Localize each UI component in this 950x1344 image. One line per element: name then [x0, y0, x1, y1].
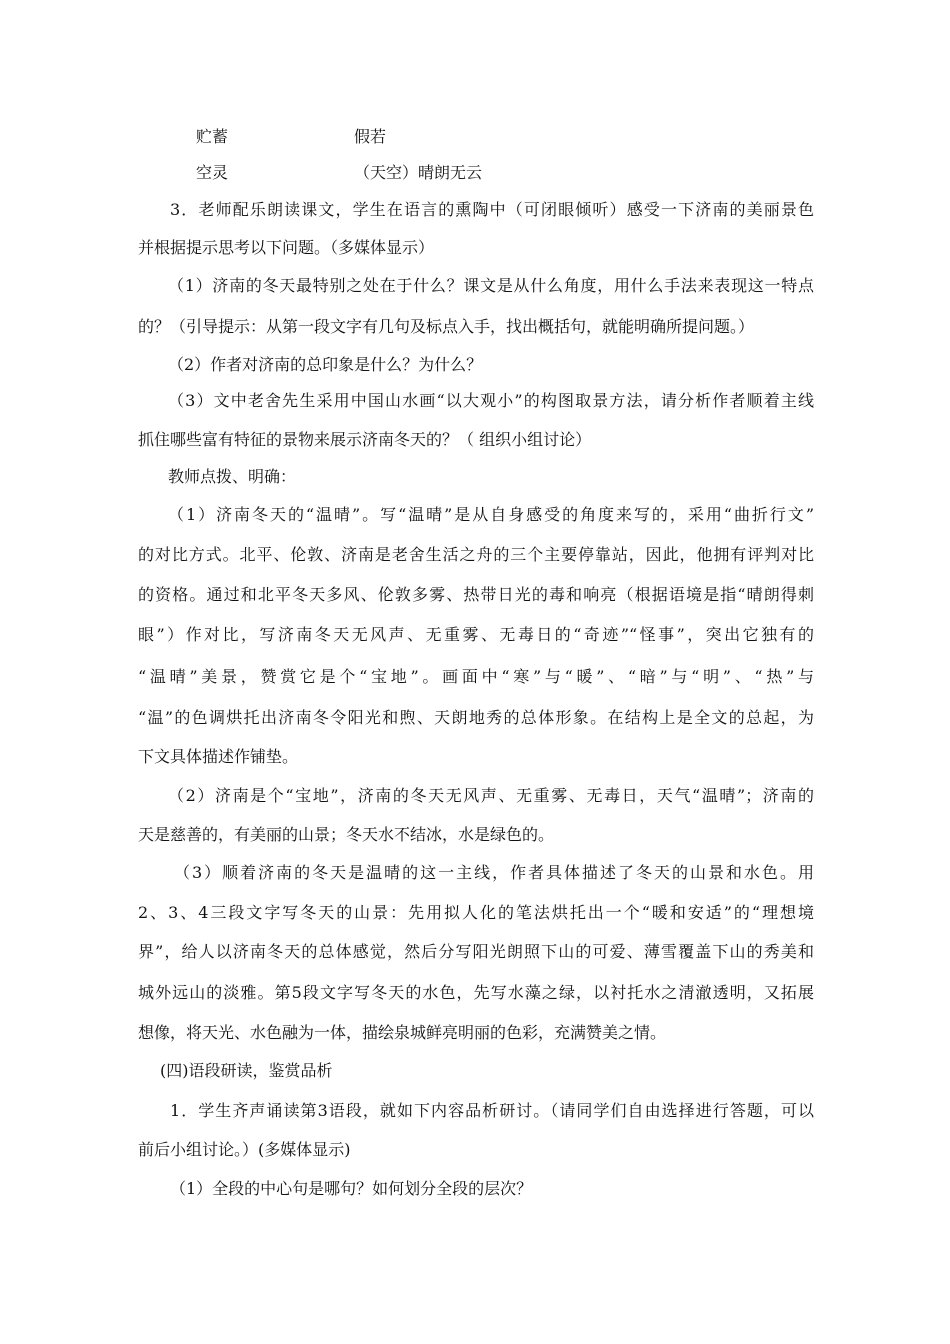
answer-line: “温”的色调烘托出济南冬令阳光和煦、天朗地秀的总体形象。在结构上是全文的总起，为 — [138, 708, 814, 727]
section-label: 教师点拨、明确： — [168, 467, 297, 486]
question-line: （1）济南的冬天最特别之处在于什么？课文是从什么角度，用什么手法来表现这一特点 — [168, 276, 814, 295]
question-line: 的？（引导提示：从第一段文字有几句及标点入手，找出概括句，就能明确所提问题。） — [138, 317, 755, 336]
question-line: （2）作者对济南的总印象是什么？为什么？ — [168, 355, 483, 374]
answer-line: （1）济南冬天的“温晴”。写“温晴”是从自身感受的角度来写的，采用“曲折行文” — [168, 505, 814, 524]
answer-line: （2）济南是个“宝地”，济南的冬天无风声、无重雾、无毒日，天气“温晴”；济南的 — [168, 786, 814, 805]
answer-line: 界”，给人以济南冬天的总体感觉，然后分写阳光朗照下山的可爱、薄雪覆盖下山的秀美和 — [138, 942, 814, 961]
answer-line: 城外远山的淡雅。第5段文字写冬天的水色，先写水藻之绿，以衬托水之清澈透明，又拓展 — [138, 983, 814, 1002]
paragraph-line: 3．老师配乐朗读课文，学生在语言的熏陶中（可闭眼倾听）感受一下济南的美丽景色 — [170, 200, 814, 219]
vocab-word: 空灵 — [196, 163, 229, 182]
vocab-row — [0, 158, 950, 188]
answer-line: 的资格。通过和北平冬天多风、伦敦多雾、热带日光的毒和响亮（根据语境是指“晴朗得刺 — [138, 585, 814, 604]
paragraph-line: 并根据提示思考以下问题。（多媒体显示） — [138, 238, 435, 257]
answer-line: 想像，将天光、水色融为一体，描绘泉城鲜亮明丽的色彩，充满赞美之情。 — [138, 1023, 667, 1042]
answer-line: 2、3、4三段文字写冬天的山景：先用拟人化的笔法烘托出一个“暖和安适”的“理想境 — [138, 903, 814, 922]
answer-line: 的对比方式。北平、伦敦、济南是老舍生活之舟的三个主要停靠站，因此，他拥有评判对比 — [138, 545, 814, 564]
question-line: 抓住哪些富有特征的景物来展示济南冬天的？（ 组织小组讨论） — [138, 430, 592, 449]
section-heading: (四)语段研读，鉴赏品析 — [160, 1061, 333, 1080]
vocab-row — [0, 122, 950, 152]
answer-line: “温晴”美景，赞赏它是个“宝地”。画面中“寒”与“暖”、“暗”与“明”、“热”与 — [138, 667, 814, 686]
answer-line: （3）顺着济南的冬天是温晴的这一主线，作者具体描述了冬天的山景和水色。用 — [174, 863, 814, 882]
question-line: （3）文中老舍先生采用中国山水画“以大观小”的构图取景方法，请分析作者顺着主线 — [168, 391, 814, 410]
question-line: （1）全段的中心句是哪句？如何划分全段的层次？ — [170, 1179, 533, 1198]
vocab-word: 贮蓄 — [196, 127, 229, 146]
paragraph-line: 1．学生齐声诵读第3语段，就如下内容品析研讨。（请同学们自由选择进行答题，可以 — [170, 1101, 814, 1120]
answer-line: 眼”）作对比，写济南冬天无风声、无重雾、无毒日的“奇迹”“怪事”，突出它独有的 — [138, 625, 814, 644]
answer-line: 下文具体描述作铺垫。 — [138, 747, 299, 766]
vocab-meaning: （天空）晴朗无云 — [354, 163, 483, 182]
answer-line: 天是慈善的，有美丽的山景；冬天水不结冰，水是绿色的。 — [138, 825, 555, 844]
vocab-meaning: 假若 — [354, 127, 387, 146]
paragraph-line: 前后小组讨论。）(多媒体显示) — [138, 1140, 351, 1159]
